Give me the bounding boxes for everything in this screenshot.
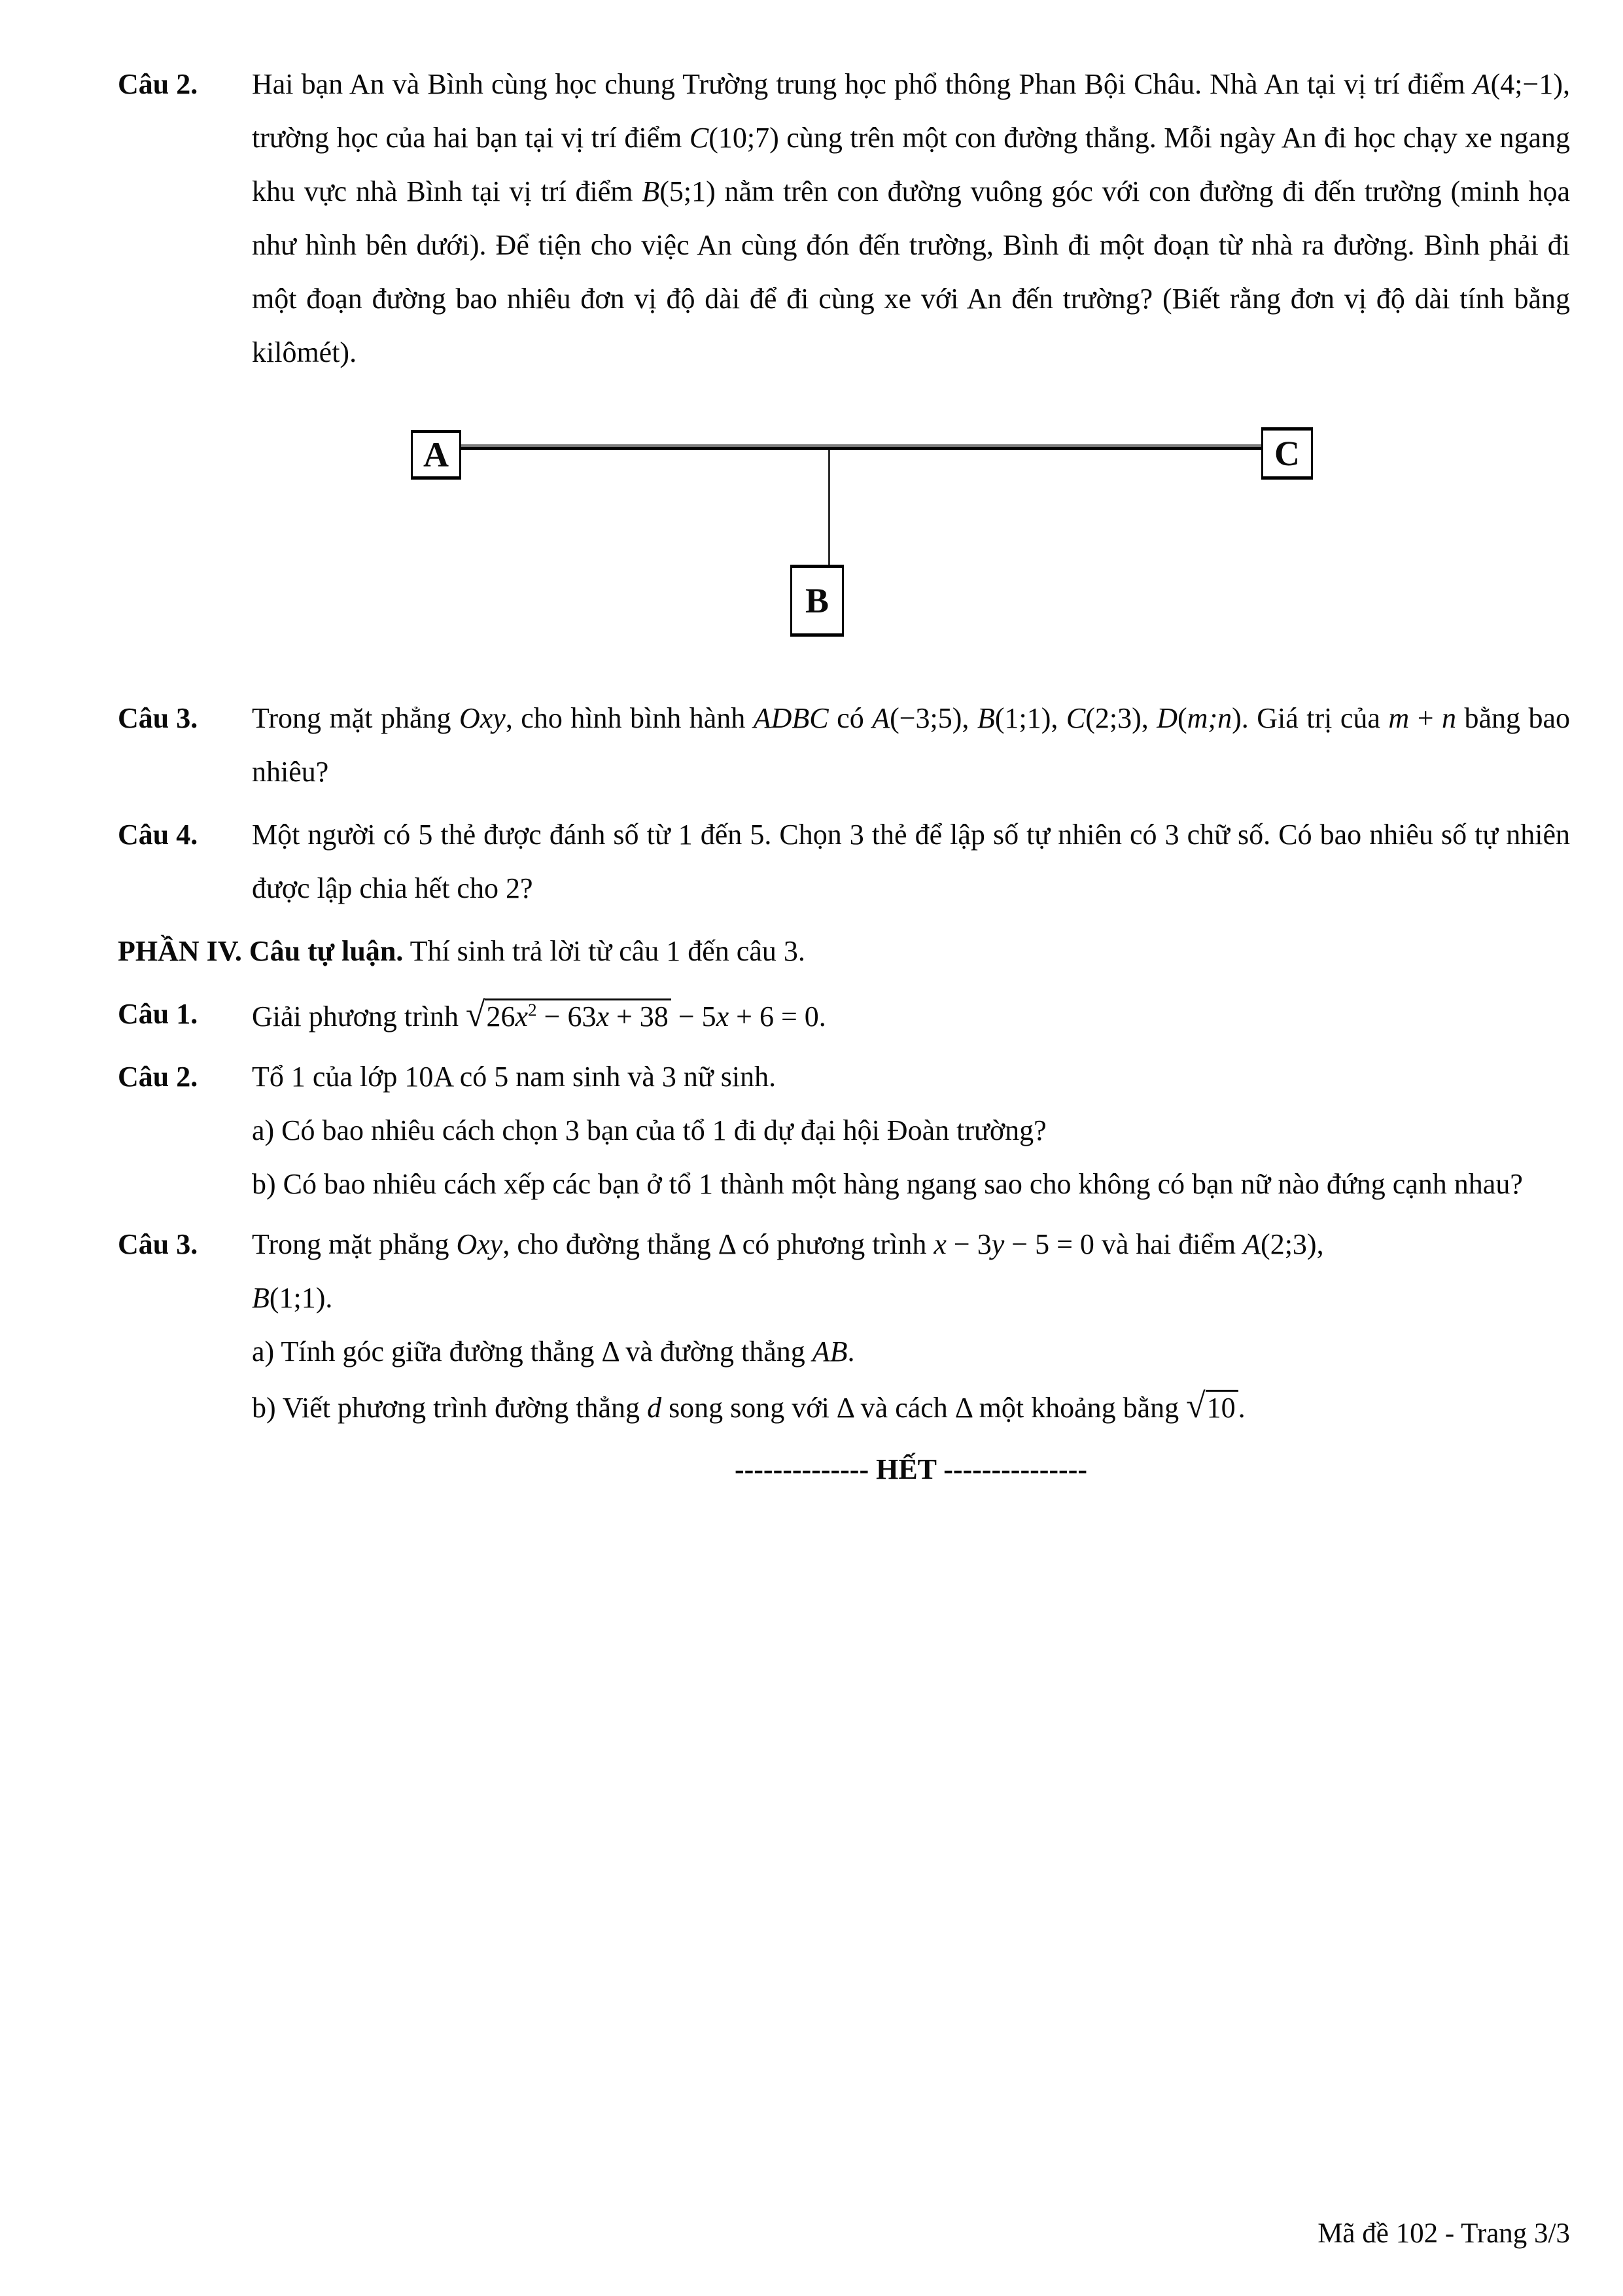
question-intro: Tổ 1 của lớp 10A có 5 nam sinh và 3 nữ sinh. — [252, 1061, 777, 1093]
question-text: Giải phương trình $√26x^2 - 63x + 38 - 5x + 6 = 0$. — [252, 995, 826, 1034]
question-text — [252, 1050, 1570, 1211]
page-footer: Mã đề 102 - Trang 3/3 — [1318, 2218, 1570, 2249]
road-line-ac — [461, 444, 1261, 450]
road-line-b — [828, 450, 830, 565]
question-label: Câu 3. — [118, 1228, 198, 1260]
section-subtitle: Thí sinh trả lời từ câu 1 đến câu 3. — [403, 935, 805, 967]
question-label: Câu 1. — [118, 998, 198, 1030]
question-text: Hai bạn An và Bình cùng học chung Trường trung học phổ thông Phan Bội Châu. Nhà An tại vị trí điểm A(4;−1), trường học của hai bạn tại vị trí điểm C(10;7) cùng trên một con đường thẳng. Mỗi ngày An đi học chạy xe ngang khu vực nhà Bình tại vị trí điểm B(5;1) nằm trên con đường vuông góc với con đường đi đến trường (minh họa như hình bên dưới). Để tiện cho việc An cùng đón đến trường, Bình đi một đoạn từ nhà ra đường. Bình phải đi một đoạn đường bao nhiêu đơn vị độ dài để đi cùng xe với An đến trường? (Biết rằng đơn vị độ dài tính bằng kilômét). — [252, 68, 1570, 368]
figure-box-a — [411, 430, 461, 480]
question-label: Câu 2. — [118, 68, 198, 100]
figure-box-c — [1261, 427, 1313, 480]
question-part-a: a) Có bao nhiêu cách chọn 3 bạn của tổ 1 đi dự đại hội Đoàn trường? — [252, 1114, 1047, 1146]
question-intro: Trong mặt phẳng Oxy, cho đường thẳng Δ có phương trình x − 3y − 5 = 0 và hai điểm A(2;3), — [252, 1228, 1324, 1260]
question-essay-1 — [118, 987, 1570, 1044]
question-text: Trong mặt phẳng Oxy, cho hình bình hành ADBC có A(−3;5), B(1;1), C(2;3), D(m;n). Giá trị của m + n bằng bao nhiêu? — [252, 702, 1571, 788]
question-part-b: b) Có bao nhiêu cách xếp các bạn ở tổ 1 thành một hàng ngang sao cho không có bạn nữ nào đứng cạnh nhau? — [252, 1168, 1523, 1200]
figure-label-b: B — [805, 581, 829, 620]
question-text: Một người có 5 thẻ được đánh số từ 1 đến 5. Chọn 3 thẻ để lập số tự nhiên có 3 chữ số. Có bao nhiêu số tự nhiên được lập chia hết cho 2? — [252, 819, 1570, 904]
question-label: Câu 2. — [118, 1061, 198, 1093]
section-title: PHẦN IV. Câu tự luận. — [118, 935, 404, 967]
question-part-b: b) Viết phương trình đường thẳng d song song với Δ và cách Δ một khoảng bằng √10. — [252, 1386, 1246, 1425]
figure-label-c: C — [1274, 434, 1300, 473]
question-mc-2 — [118, 58, 1570, 380]
question-essay-2 — [118, 1050, 1570, 1211]
question-part-a: a) Tính góc giữa đường thẳng Δ và đường thẳng AB. — [252, 1335, 855, 1368]
figure-label-a: A — [423, 435, 449, 474]
question-essay-3 — [118, 1218, 1570, 1435]
road-diagram — [118, 415, 1570, 645]
question-mc-4 — [118, 808, 1570, 915]
question-intro-cont: B(1;1). — [252, 1282, 333, 1314]
question-label: Câu 3. — [118, 702, 198, 734]
question-mc-3 — [118, 692, 1570, 799]
question-label: Câu 4. — [118, 819, 198, 851]
section-heading — [118, 925, 1570, 978]
question-text — [252, 1218, 1570, 1435]
figure-box-b — [790, 565, 844, 637]
end-marker: -------------- HẾT --------------- — [734, 1453, 1088, 1485]
